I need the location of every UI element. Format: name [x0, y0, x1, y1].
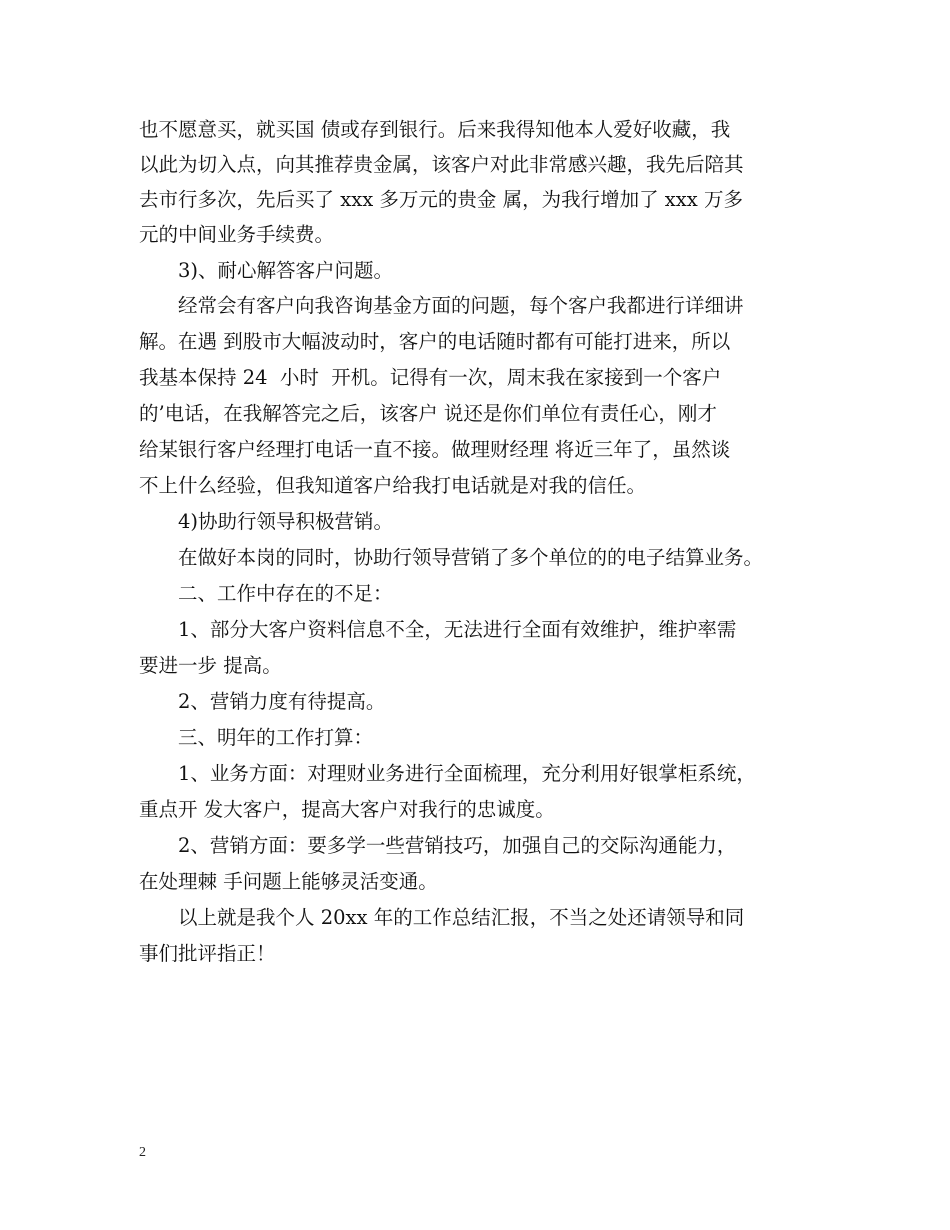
- page-number: 2: [139, 1145, 146, 1160]
- text-line: 在做好本岗的同时，协助行领导营销了多个单位的的电子结算业务。: [178, 546, 764, 569]
- text-line: 以此为切入点，向其推荐贵金属，该客户对此非常感兴趣，我先后陪其: [139, 153, 744, 176]
- text-line: 元的中间业务手续费。: [139, 223, 335, 246]
- text-line: 以上就是我个人 20xx 年的工作总结汇报，不当之处还请领导和同: [178, 906, 745, 929]
- text-line: 2、营销方面：要多学一些营销技巧，加强自己的交际沟通能力，: [178, 834, 737, 857]
- text-line: 2、营销力度有待提高。: [178, 690, 386, 713]
- text-line: 经常会有客户向我咨询基金方面的问题，每个客户我都进行详细讲: [178, 294, 744, 317]
- text-line: 我基本保持 24 小时 开机。记得有一次，周末我在家接到一个客户: [139, 366, 722, 389]
- text-line: 给某银行客户经理打电话一直不接。做理财经理 将近三年了，虽然谈: [139, 438, 731, 461]
- section-heading: 二、工作中存在的不足：: [178, 582, 393, 605]
- text-line: 解。在遇 到股市大幅波动时，客户的电话随时都有可能打进来，所以: [139, 330, 731, 353]
- subheading-line: 3)、耐心解答客户问题。: [178, 259, 394, 282]
- text-line: 不上什么经验，但我知道客户给我打电话就是对我的信任。: [139, 474, 647, 497]
- text-line: 1、业务方面：对理财业务进行全面梳理，充分利用好银掌柜系统，: [178, 762, 756, 785]
- text-line: 也不愿意买，就买国 债或存到银行。后来我得知他本人爱好收藏，我: [139, 118, 731, 141]
- section-heading: 三、明年的工作打算：: [178, 726, 374, 749]
- text-line: 在处理棘 手问题上能够灵活变通。: [139, 870, 438, 893]
- subheading-line: 4)协助行领导积极营销。: [178, 510, 394, 533]
- text-line: 要进一步 提高。: [139, 654, 282, 677]
- text-line: 事们批评指正！: [139, 942, 276, 965]
- text-line: 的’电话，在我解答完之后，该客户 说还是你们单位有责任心，刚才: [139, 402, 717, 425]
- text-line: 1、部分大客户资料信息不全，无法进行全面有效维护，维护率需: [178, 618, 737, 641]
- text-line: 去市行多次，先后买了 xxx 多万元的贵金 属，为我行增加了 xxx 万多: [139, 188, 743, 211]
- text-line: 重点开 发大客户，提高大客户对我行的忠诚度。: [139, 798, 555, 821]
